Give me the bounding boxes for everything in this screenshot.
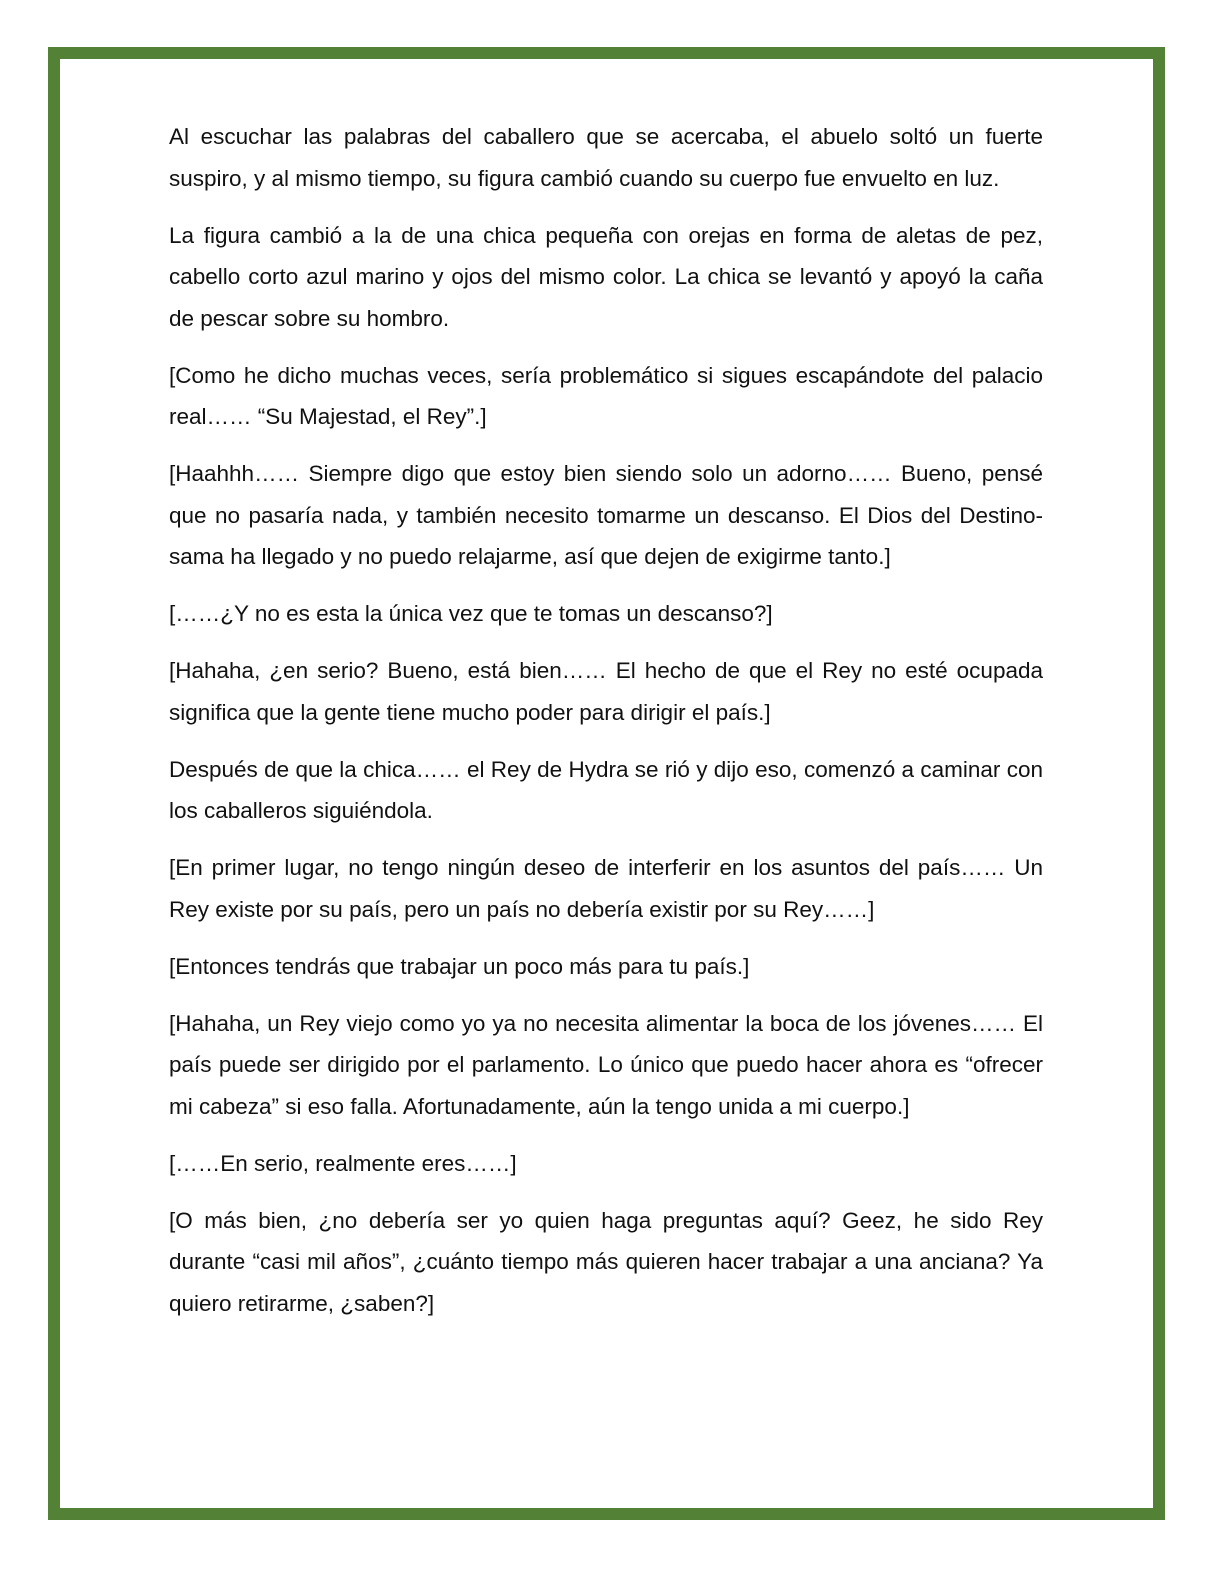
paragraph: La figura cambió a la de una chica pequeña con orejas en forma de aletas de pez, cabello corto azul marino y ojos del mismo color. La chica se levantó y apoyó la caña de pescar sobre su hombro. <box>169 222 1043 331</box>
paragraph: [……¿Y no es esta la única vez que te tomas un descanso?] <box>169 601 773 626</box>
paragraph: [Haahhh…… Siempre digo que estoy bien siendo solo un adorno…… Bueno, pensé que no pasaría nada, y también necesito tomarme un descanso. El Dios del Destino-sama ha llegado y no puedo relajarme, así que dejen de exigirme tanto.] <box>169 461 1043 569</box>
paragraph: [Entonces tendrás que trabajar un poco más para tu país.] <box>169 953 750 979</box>
paragraph: [Hahaha, ¿en serio? Bueno, está bien…… El hecho de que el Rey no esté ocupada significa que la gente tiene mucho poder para dirigir el país.] <box>169 658 1043 725</box>
paragraph: [……En serio, realmente eres……] <box>169 1150 517 1176</box>
paragraph: [Hahaha, un Rey viejo como yo ya no necesita alimentar la boca de los jóvenes…… El país puede ser dirigido por el parlamento. Lo único que puedo hacer ahora es “ofrecer mi cabeza” si eso falla. Afortunadamente, aún la tengo unida a mi cuerpo.] <box>169 1010 1043 1119</box>
paragraph: [O más bien, ¿no debería ser yo quien haga preguntas aquí? Geez, he sido Rey durante “casi mil años”, ¿cuánto tiempo más quieren hacer trabajar a una anciana? Ya quiero retirarme, ¿saben?] <box>169 1207 1043 1316</box>
document-body <box>169 116 1043 1340</box>
paragraph: Al escuchar las palabras del caballero que se acercaba, el abuelo soltó un fuerte suspiro, y al mismo tiempo, su figura cambió cuando su cuerpo fue envuelto en luz. <box>169 124 1043 191</box>
paragraph: [Como he dicho muchas veces, sería problemático si sigues escapándote del palacio real…… “Su Majestad, el Rey”.] <box>169 362 1043 429</box>
paragraph: [En primer lugar, no tengo ningún deseo de interferir en los asuntos del país…… Un Rey existe por su país, pero un país no debería existir por su Rey……] <box>169 855 1043 922</box>
paragraph: Después de que la chica…… el Rey de Hydra se rió y dijo eso, comenzó a caminar con los caballeros siguiéndola. <box>169 756 1043 823</box>
